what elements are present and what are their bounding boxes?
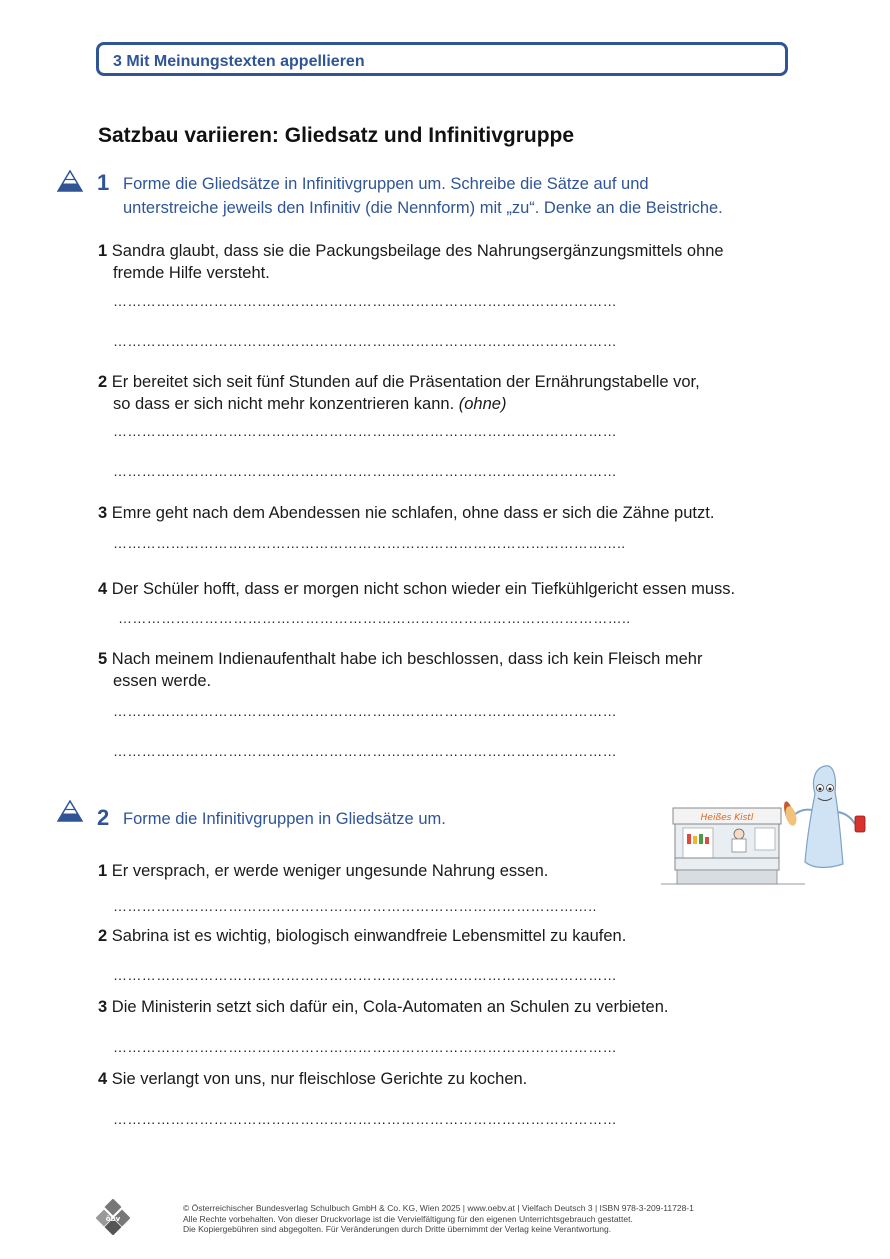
answer-line[interactable]: …………………………………………………………………………………………… xyxy=(113,293,617,309)
stand-sign-text: Heißes Kistl xyxy=(700,813,754,823)
item-number: 2 xyxy=(98,927,108,945)
publisher-logo-text: öbv xyxy=(105,1215,121,1223)
task-1-item-4 xyxy=(98,578,735,600)
item-text-continued: fremde Hilfe versteht. xyxy=(113,264,270,282)
task-2-item-2 xyxy=(98,925,626,947)
task-1-number: 1 xyxy=(97,170,110,195)
answer-line[interactable]: ……………………………………………………………………………………….. xyxy=(113,898,597,914)
answer-line[interactable]: …………………………………………………………………………………………… xyxy=(113,463,617,479)
answer-line[interactable]: …………………………………………………………………………………………… xyxy=(113,967,617,983)
item-text: Die Ministerin setzt sich dafür ein, Cola-Automaten an Schulen zu verbieten. xyxy=(111,998,669,1016)
task-1-item-5 xyxy=(98,648,702,692)
snack-stand-illustration xyxy=(655,758,873,890)
task-2-item-1 xyxy=(98,860,548,882)
item-text-continued: essen werde. xyxy=(113,672,212,690)
page-title: Satzbau variieren: Gliedsatz und Infinitivgruppe xyxy=(98,124,575,147)
item-number: 3 xyxy=(98,998,108,1016)
task-2-number: 2 xyxy=(97,805,110,830)
task-1-item-2 xyxy=(98,371,700,415)
difficulty-level-icon xyxy=(57,800,83,822)
item-number: 1 xyxy=(98,862,108,880)
answer-line[interactable]: …………………………………………………………………………………………… xyxy=(113,333,617,349)
task-2-item-4 xyxy=(98,1068,527,1090)
task-1-instruction-line-2: unterstreiche jeweils den Infinitiv (die Nennform) mit „zu“. Denke an die Beistriche. xyxy=(123,199,723,217)
item-text: Sie verlangt von uns, nur fleischlose Gerichte zu kochen. xyxy=(111,1070,528,1088)
answer-line[interactable]: …………………………………………………………………………………………….. xyxy=(118,610,631,626)
footer-line-1: © Österreichischer Bundesverlag Schulbuch GmbH & Co. KG, Wien 2025 | www.oebv.at | Vielfach Deutsch 3 | ISBN 978-3-209-11728-1 xyxy=(183,1203,694,1213)
item-text: Der Schüler hofft, dass er morgen nicht schon wieder ein Tiefkühlgericht essen muss. xyxy=(111,580,736,598)
task-1-instruction xyxy=(123,172,723,220)
item-text: Sandra glaubt, dass sie die Packungsbeilage des Nahrungsergänzungsmittels ohne xyxy=(111,242,724,260)
task-1-instruction-line-1: Forme die Gliedsätze in Infinitivgruppen um. Schreibe die Sätze auf und xyxy=(123,175,649,193)
task-1-item-3 xyxy=(98,502,714,524)
item-text: Sabrina ist es wichtig, biologisch einwandfreie Lebensmittel zu kaufen. xyxy=(111,927,627,945)
answer-line[interactable]: …………………………………………………………………………………………… xyxy=(113,703,617,719)
answer-line[interactable]: …………………………………………………………………………………………… xyxy=(113,1039,617,1055)
difficulty-level-icon xyxy=(57,170,83,192)
item-hint: (ohne) xyxy=(458,395,507,413)
item-number: 2 xyxy=(98,373,108,391)
item-number: 4 xyxy=(98,580,108,598)
item-text: Er bereitet sich seit fünf Stunden auf die Präsentation der Ernährungstabelle vor, xyxy=(111,373,700,391)
item-number: 5 xyxy=(98,650,108,668)
item-text: Nach meinem Indienaufenthalt habe ich beschlossen, dass ich kein Fleisch mehr xyxy=(111,650,703,668)
footer-copyright xyxy=(183,1203,694,1235)
item-text-continued: so dass er sich nicht mehr konzentrieren kann. xyxy=(113,395,455,413)
footer-line-3: Die Kopiergebühren sind abgegolten. Für Veränderungen durch Dritte übernimmt der Verlag keine Verantwortung. xyxy=(183,1224,612,1234)
answer-line[interactable]: …………………………………………………………………………………………… xyxy=(113,743,617,759)
item-text: Er versprach, er werde weniger ungesunde Nahrung essen. xyxy=(111,862,549,880)
publisher-logo xyxy=(96,1199,130,1235)
chapter-header-box xyxy=(96,42,788,76)
item-number: 1 xyxy=(98,242,108,260)
task-1-item-1 xyxy=(98,240,724,284)
task-2-instruction: Forme die Infinitivgruppen in Gliedsätze um. xyxy=(123,810,446,828)
item-number: 4 xyxy=(98,1070,108,1088)
item-text: Emre geht nach dem Abendessen nie schlafen, ohne dass er sich die Zähne putzt. xyxy=(111,504,715,522)
answer-line[interactable]: …………………………………………………………………………………………… xyxy=(113,1111,617,1127)
item-number: 3 xyxy=(98,504,108,522)
answer-line[interactable]: …………………………………………………………………………………………… xyxy=(113,423,617,439)
footer-line-2: Alle Rechte vorbehalten. Von dieser Druckvorlage ist die Vervielfältigung für den eigenen Unterrichtsgebrauch gestattet. xyxy=(183,1213,633,1224)
chapter-title: 3 Mit Meinungstexten appellieren xyxy=(113,53,365,70)
answer-line[interactable]: …………………………………………………………………………………………….. xyxy=(113,535,626,551)
task-2-item-3 xyxy=(98,996,668,1018)
